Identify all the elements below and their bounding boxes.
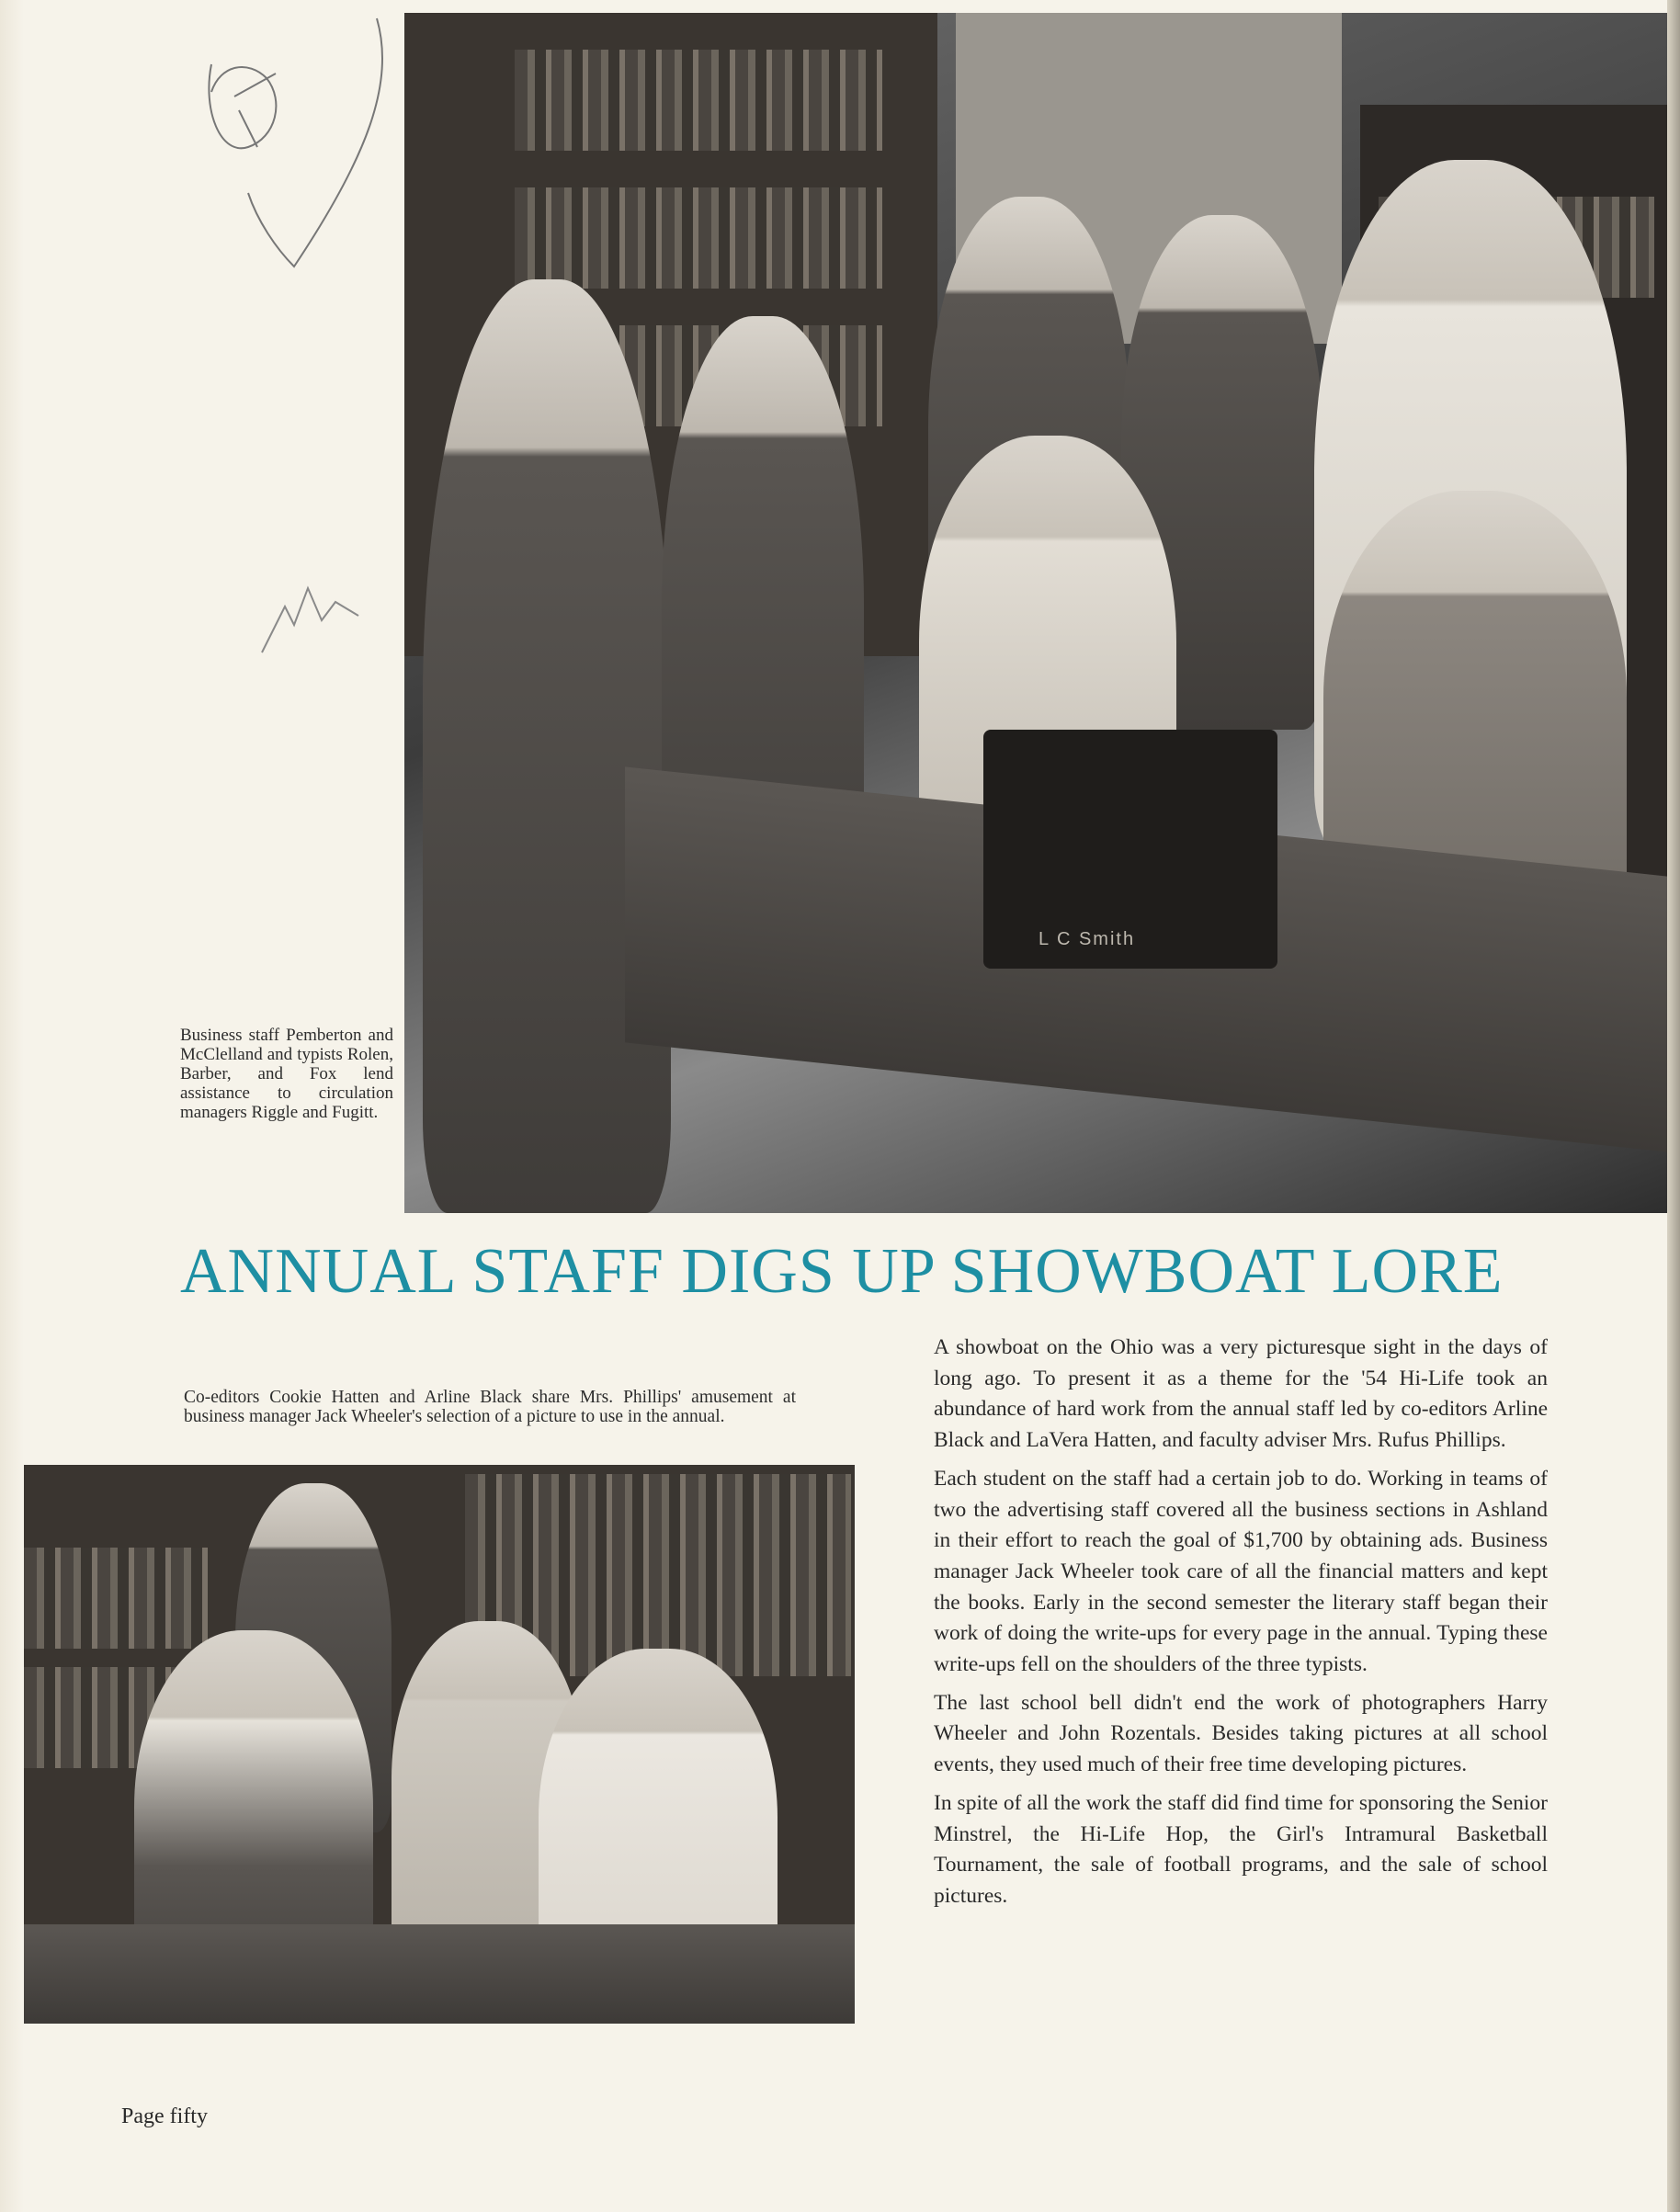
co-editors-photo [24, 1465, 855, 2024]
typewriter-brand-label: L C Smith [1039, 929, 1136, 949]
page-binding-edge [0, 0, 24, 2212]
bottom-photo-caption: Co-editors Cookie Hatten and Arline Black share Mrs. Phillips' amusement at business manager Jack Wheeler's selection of a picture to use in the annual. [184, 1388, 796, 1426]
article-body [934, 1333, 1548, 1920]
top-photo-caption: Business staff Pemberton and McClelland and typists Rolen, Barber, and Fox lend assistance to circulation managers Riggle and Fugitt. [180, 1026, 393, 1122]
page-number: Page fifty [121, 2104, 208, 2128]
article-paragraph: In spite of all the work the staff did find time for sponsoring the Senior Minstrel, the Hi-Life Hop, the Girl's Intramural Basketball Tournament, the sale of football programs, and the sale of school pictures. [934, 1790, 1548, 1908]
article-paragraph: A showboat on the Ohio was a very picturesque sight in the days of long ago. To present it as a theme for the '54 Hi-Life took an abundance of hard work from the annual staff led by co-editors Arline Black and LaVera Hatten, and faculty adviser Mrs. Rufus Phillips. [934, 1335, 1548, 1453]
page-outer-edge [1667, 0, 1680, 2212]
article-paragraph: The last school bell didn't end the work of photographers Harry Wheeler and John Rozentals. Besides taking pictures at all school events, they used much of their free time developing pictures. [934, 1690, 1548, 1777]
page-headline: ANNUAL STAFF DIGS UP SHOWBOAT LORE [180, 1236, 1504, 1307]
staff-photo-typewriter [404, 13, 1667, 1213]
article-paragraph: Each student on the staff had a certain job to do. Working in teams of two the advertising staff covered all the business sections in Ashland in their effort to reach the goal of $1,700 by obtaining ads. Business manager Jack Wheeler took care of all the financial matters and kept the books. Early in the second semester the literary staff began their work of doing the write-ups for every page in the annual. Typing these write-ups fell on the shoulders of the three typists. [934, 1466, 1548, 1677]
pencil-mark [257, 551, 386, 662]
pencil-scribble [184, 9, 404, 285]
